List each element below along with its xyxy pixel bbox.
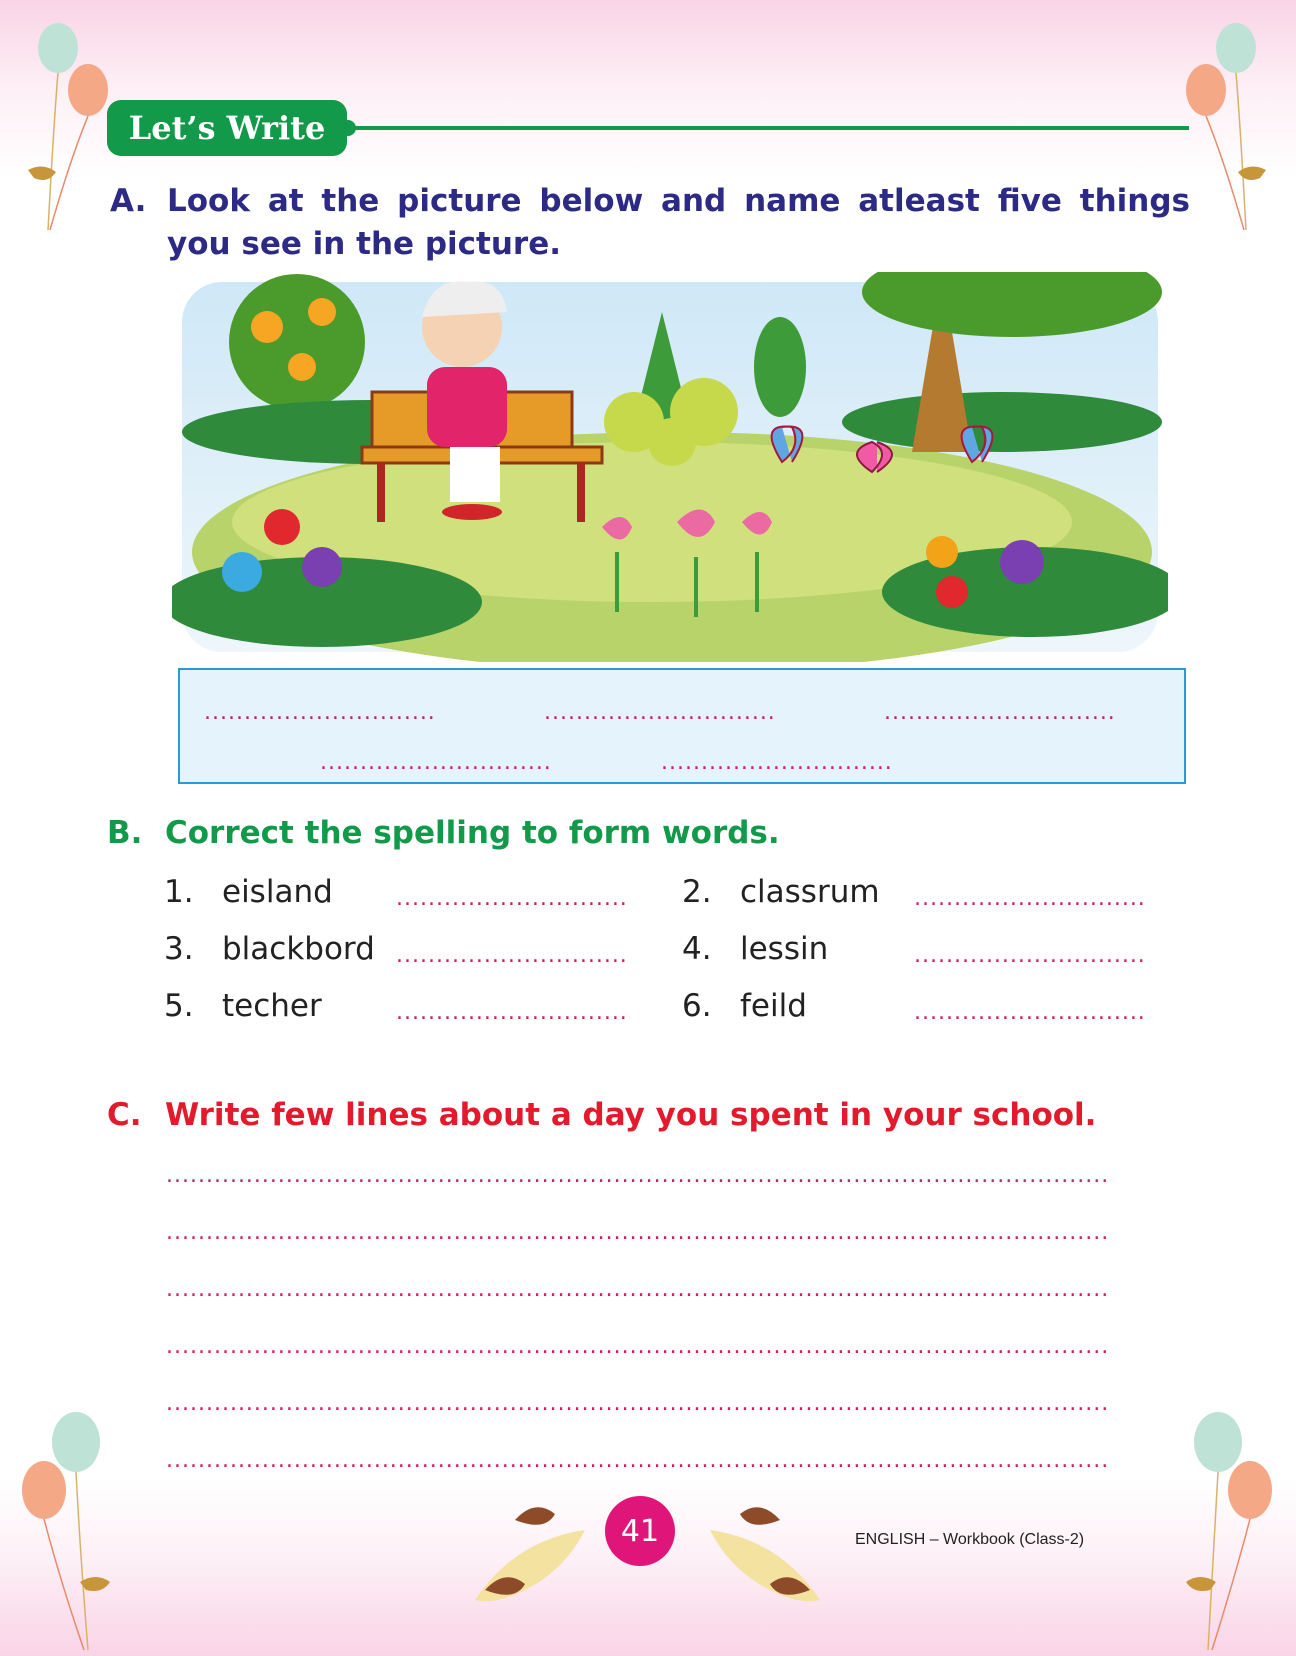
spelling-item-word: classrum	[740, 874, 880, 910]
spelling-item-blank[interactable]: .............................	[396, 1000, 628, 1025]
answer-blank-4[interactable]: .............................	[320, 750, 552, 775]
question-c-prompt: Write few lines about a day you spent in your school.	[165, 1097, 1097, 1133]
balloon-icon	[1228, 1461, 1272, 1519]
bird-icon	[515, 1507, 555, 1525]
writing-line[interactable]: ......................................................................................................................	[166, 1220, 1110, 1245]
book-title-footer: ENGLISH – Workbook (Class-2)	[855, 1531, 1085, 1548]
spelling-item-number: 6.	[682, 988, 712, 1024]
writing-line[interactable]: ......................................................................................................................	[166, 1334, 1110, 1359]
garden-picture	[172, 272, 1168, 662]
question-a-letter: A.	[110, 183, 147, 219]
spelling-item-blank[interactable]: .............................	[914, 1000, 1146, 1025]
question-c-letter: C.	[107, 1097, 142, 1133]
answer-blank-1[interactable]: .............................	[204, 700, 436, 725]
answer-blank-3[interactable]: .............................	[884, 700, 1116, 725]
spelling-item-number: 1.	[164, 874, 194, 910]
spelling-item-word: eisland	[222, 874, 333, 910]
bird-icon	[740, 1507, 780, 1525]
balloon-icon	[52, 1412, 100, 1472]
balloon-icon	[1186, 64, 1226, 116]
question-b-prompt: Correct the spelling to form words.	[165, 815, 780, 851]
writing-line[interactable]: ......................................................................................................................	[166, 1391, 1110, 1416]
spelling-item-blank[interactable]: .............................	[396, 943, 628, 968]
answer-blank-5[interactable]: .............................	[661, 750, 893, 775]
bird-icon	[80, 1577, 110, 1591]
balloon-icon	[22, 1461, 66, 1519]
spelling-item-number: 2.	[682, 874, 712, 910]
question-b-letter: B.	[107, 815, 143, 851]
spelling-item-blank[interactable]: .............................	[914, 943, 1146, 968]
header-rule	[347, 126, 1189, 130]
balloons-bottom-left	[0, 1400, 140, 1656]
section-title-tag	[107, 100, 347, 156]
spelling-item-blank[interactable]: .............................	[396, 886, 628, 911]
question-b	[107, 815, 780, 851]
spelling-item-word: feild	[740, 988, 807, 1024]
question-c	[107, 1097, 1097, 1133]
balloon-icon	[68, 64, 108, 116]
balloon-icon	[38, 23, 78, 73]
spelling-item-word: blackbord	[222, 931, 375, 967]
footer-birds-right	[690, 1490, 840, 1620]
spelling-item-word: techer	[222, 988, 322, 1024]
spelling-item-number: 3.	[164, 931, 194, 967]
footer-birds-left	[455, 1490, 605, 1620]
answer-blank-2[interactable]: .............................	[544, 700, 776, 725]
spelling-item-number: 4.	[682, 931, 712, 967]
spelling-item-number: 5.	[164, 988, 194, 1024]
balloon-icon	[1194, 1412, 1242, 1472]
page-number: 41	[605, 1496, 675, 1566]
spelling-item-blank[interactable]: .............................	[914, 886, 1146, 911]
balloons-bottom-right	[1156, 1400, 1296, 1656]
section-title: Let’s Write	[128, 109, 326, 147]
question-a-prompt: Look at the picture below and name atleast five things you see in the picture.	[167, 183, 1190, 262]
writing-line[interactable]: ......................................................................................................................	[166, 1163, 1110, 1188]
spelling-item-word: lessin	[740, 931, 829, 967]
writing-line[interactable]: ......................................................................................................................	[166, 1448, 1110, 1473]
balloon-icon	[1216, 23, 1256, 73]
writing-line[interactable]: ......................................................................................................................	[166, 1277, 1110, 1302]
